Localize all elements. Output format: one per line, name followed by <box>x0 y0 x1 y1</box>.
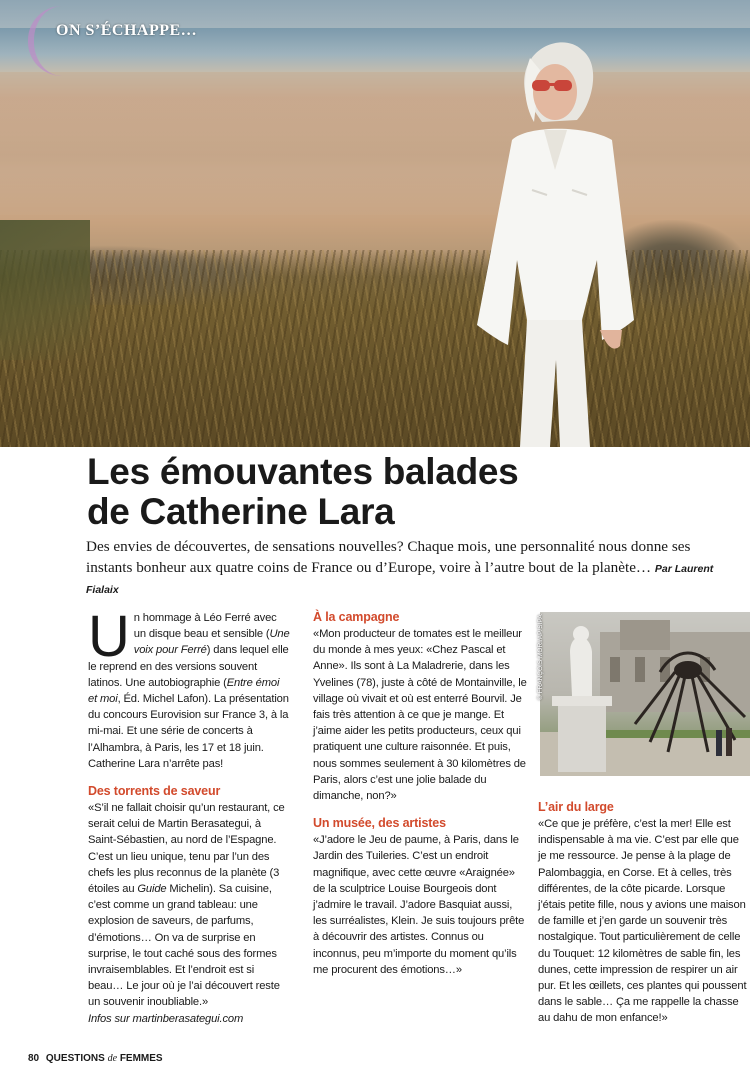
saveur-paragraph <box>88 800 290 1011</box>
page-footer <box>28 1053 163 1064</box>
tuileries-scene <box>540 612 750 776</box>
album-title: Une voix pour Ferré <box>133 628 290 657</box>
guide-italic: Guide <box>137 883 167 896</box>
intro-text-2: ) dans lequel elle le reprend en des versions souvent latinos. Une autobiographie ( <box>88 644 289 689</box>
deck-text: Des envies de découvertes, de sensations nouvelles? Chaque mois, une personnalité nous donne ses instants bonheur aux quatre coins de France ou d’Europe, voire à l’autre bout de la planète… <box>86 538 691 576</box>
dropcap: U <box>88 604 130 669</box>
photo-credit: © FRANÇOIS MORI/AP/SIPA <box>537 614 544 700</box>
heading-campagne: À la campagne <box>313 610 400 624</box>
musee-paragraph: «J’adore le Jeu de paume, à Paris, dans le Jardin des Tuileries. C’est un endroit magnifique, avec cette œuvre «Araignée» de la sculptrice Louise Bourgeois dont j’admire le travail. J’adore Basquiat aussi, les surréalistes, Klein. Je suis toujours prête à découvrir des artistes. Connus ou inconnus, peu m’importe du moment qu’ils me procurent des émotions…» <box>313 834 525 976</box>
tuileries-photo <box>540 612 750 776</box>
page-number: 80 <box>28 1053 40 1064</box>
saveur-info-link: Infos sur martinberasategui.com <box>88 1012 244 1025</box>
intro-text-1: n hommage à Léo Ferré avec un disque beau et sensible ( <box>133 612 277 641</box>
column-3 <box>538 800 750 1027</box>
heading-musee: Un musée, des artistes <box>313 816 446 831</box>
headline <box>87 452 647 532</box>
intro-paragraph <box>88 604 290 772</box>
magazine-name-a: QUESTIONS <box>45 1053 105 1064</box>
deck <box>86 537 722 601</box>
book-title: Entre émoi et moi <box>88 676 280 706</box>
saveur-text-1: «S’il ne fallait choisir qu’un restaurant, ce serait celui de Martin Berasategui, à Saint-Sébastien, au nord de l’Espagne. C’est un lieu unique, tenu par l’un des chefs les plus reconnus de la planète (3 étoiles au <box>88 802 285 896</box>
saveur-text-2: Michelin). Sa cuisine, c’est comme un grand tableau: une explosion de saveurs, de parfums, d’émotions… On va de surprise en surprise, le tout caché sous des formes invraisemblables. Et l’endroit est si beau… Le jour où je l’ai découvert reste un souvenir inoubliable.» <box>88 883 280 1009</box>
byline: Par Laurent Fialaix <box>86 562 714 596</box>
woman-figure <box>472 30 652 447</box>
magazine-name-c: FEMMES <box>119 1053 163 1064</box>
heading-saveur: Des torrents de saveur <box>88 784 221 799</box>
magazine-name-b: de <box>107 1053 118 1064</box>
section-label: ON S’ÉCHAPPE… <box>56 22 198 39</box>
headline-line-1: Les émouvantes balades <box>87 451 519 492</box>
column-2 <box>313 610 527 978</box>
campagne-paragraph: «Mon producteur de tomates est le meilleur du monde à mes yeux: «Chez Pascal et Anne». Ils sont à La Maladrerie, dans les Yvelines (78), juste à côté de Montainville, le village où vivait et où est enterré Bourvil. Je fais très attention à ce que je mange. Et j’aime aider les petits producteurs, ceux qui pratiquent une culture raisonnée. Et puis, nous sommes seulement à 30 kilomètres de Paris, alors c’est une jolie balade du dimanche, non?» <box>313 628 527 803</box>
headline-line-2: de Catherine Lara <box>87 491 395 532</box>
intro-text-3: , Éd. Michel Lafon). La présentation du concours Eurovision sur France 3, à la mi-mai. Et une série de concerts à l’Alhambra, à Paris, les 17 et 18 juin. Catherine Lara n’arrête pas! <box>88 693 289 770</box>
saveur-info <box>88 1011 290 1027</box>
column-1 <box>88 604 290 1027</box>
hero-photo <box>0 0 750 447</box>
dune-grass-left <box>0 220 90 360</box>
large-paragraph: «Ce que je préfère, c’est la mer! Elle est indispensable à ma vie. C’est par elle que je me ressource. Je pense à la plage de Palombaggia, en Corse. Et à celles, très différentes, de la côte picarde. Lorsque j’étais petite fille, nous y avions une maison de famille et j’en garde un souvenir très nostalgique. Tout particulièrement de celle du Touquet: 12 kilomètres de sable fin, les dunes, cette impression de respirer un air pur. Et les œillets, ces plantes qui poussent dans le sable… Ça me rappelle la chasse au dahu de mon enfance!» <box>538 818 747 1025</box>
heading-large: L’air du large <box>538 800 614 814</box>
